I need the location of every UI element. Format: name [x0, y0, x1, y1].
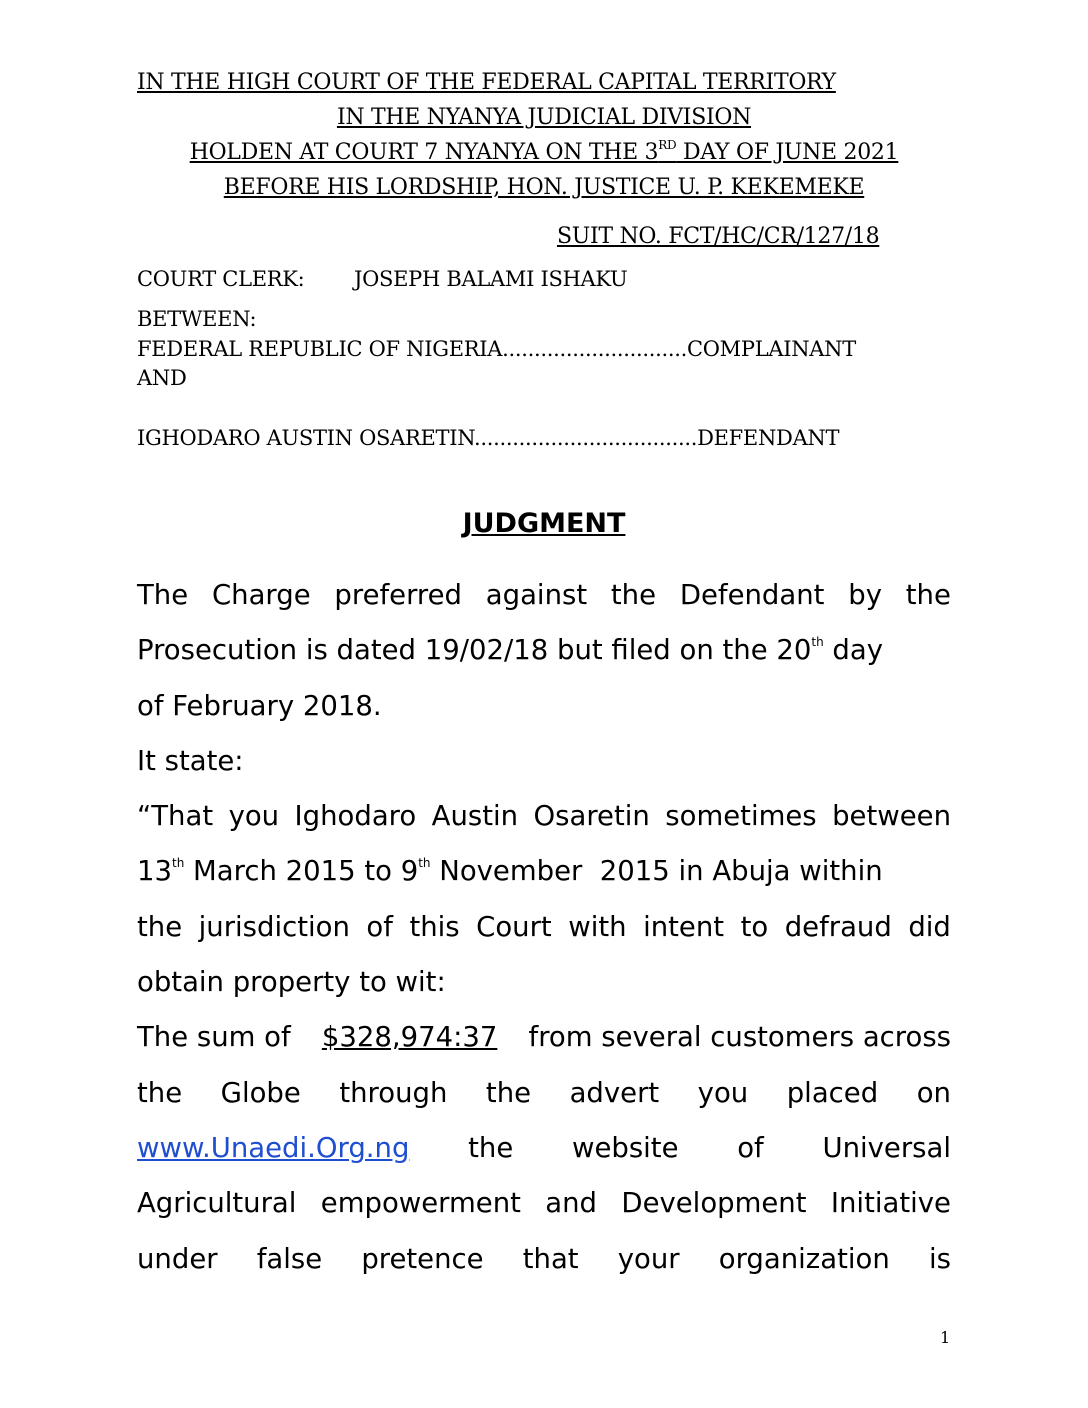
- court-title: IN THE HIGH COURT OF THE FEDERAL CAPITAL TERRITORY: [137, 70, 836, 95]
- body-line: It state:: [137, 744, 244, 777]
- body-line: of February 2018.: [137, 689, 382, 722]
- amount: $328,974:37: [321, 1021, 498, 1054]
- body-line: “That you Ighodaro Austin Osaretin sometimes between: [137, 800, 951, 833]
- website-link[interactable]: www.Unaedi.Org.ng: [137, 1131, 410, 1164]
- holden-line: HOLDEN AT COURT 7 NYANYA ON THE 3RD DAY OF JUNE 2021: [189, 138, 899, 165]
- judgment-title: JUDGMENT: [462, 508, 626, 539]
- body-line: obtain property to wit:: [137, 966, 446, 999]
- judgment-body: [137, 568, 951, 1287]
- judicial-division: IN THE NYANYA JUDICIAL DIVISION: [336, 105, 752, 130]
- defendant-line: IGHODARO AUSTIN OSARETIN...................................DEFENDANT: [137, 426, 840, 450]
- body-line: the jurisdiction of this Court with intent to defraud did: [137, 910, 951, 943]
- body-line: The sum of $328,974:37 from several customers across: [137, 1010, 951, 1065]
- body-line: The Charge preferred against the Defendant by the: [137, 579, 951, 611]
- court-clerk-label: COURT CLERK:: [137, 267, 305, 291]
- body-line: www.Unaedi.Org.ng the website of Universal: [137, 1121, 951, 1176]
- body-line: Prosecution is dated 19/02/18 but filed on the 20th day: [137, 634, 883, 667]
- between-label: BETWEEN:: [137, 307, 257, 331]
- and-label: AND: [137, 366, 187, 390]
- page-number: 1: [940, 1328, 951, 1347]
- body-line: Agricultural empowerment and Development Initiative: [137, 1187, 951, 1220]
- body-line: 13th March 2015 to 9th November 2015 in Abuja within: [137, 855, 883, 888]
- body-line: the Globe through the advert you placed on: [137, 1076, 951, 1109]
- complainant-line: FEDERAL REPUBLIC OF NIGERIA.............................COMPLAINANT: [137, 337, 856, 361]
- before-judge-line: BEFORE HIS LORDSHIP, HON. JUSTICE U. P. KEKEMEKE: [223, 175, 865, 200]
- suit-number: SUIT NO. FCT/HC/CR/127/18: [557, 224, 880, 249]
- court-clerk-name: JOSEPH BALAMI ISHAKU: [354, 267, 628, 291]
- body-line: under false pretence that your organization is: [137, 1242, 951, 1275]
